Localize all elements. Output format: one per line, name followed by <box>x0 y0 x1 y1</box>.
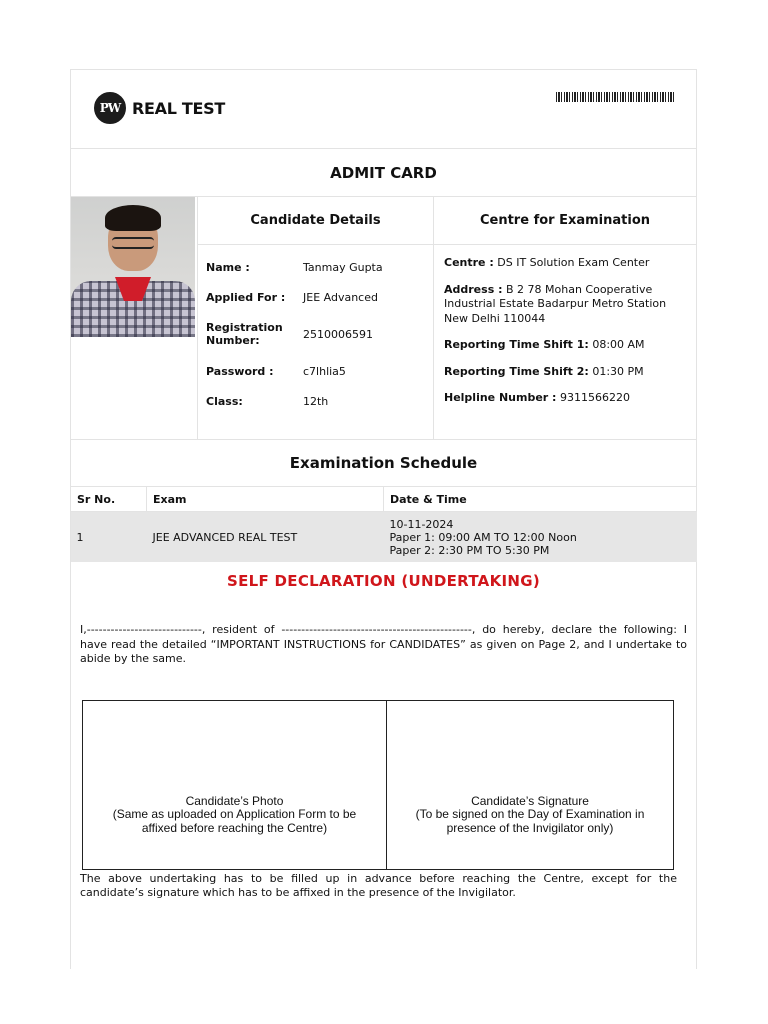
candidate-row-name <box>206 251 433 283</box>
applied-label: Applied For : <box>206 291 286 304</box>
helpline-label: Helpline Number : <box>444 391 557 404</box>
candidate-details-table <box>198 245 433 416</box>
col-date-time: Date & Time <box>384 487 697 512</box>
col-exam: Exam <box>147 487 384 512</box>
page-title: ADMIT CARD <box>71 149 696 197</box>
shift2-label: Reporting Time Shift 2: <box>444 364 589 378</box>
signature-box-line1: Candidate’s Signature <box>471 793 589 808</box>
photo-box-line2: (Same as uploaded on Application Form to be <box>112 807 357 821</box>
photo-box-caption <box>83 795 386 836</box>
candidate-row-registration <box>206 312 433 356</box>
shift2-line <box>444 365 686 380</box>
date-time-cell <box>384 512 697 563</box>
candidate-row-applied <box>206 283 433 312</box>
schedule-heading: Examination Schedule <box>289 454 478 472</box>
signature-box-line2: (To be signed on the Day of Examination in <box>415 807 645 821</box>
col-sr-no: Sr No. <box>71 487 147 512</box>
schedule-header-row <box>71 487 697 512</box>
admit-card <box>70 69 697 969</box>
pw-logo-icon: PW <box>94 92 126 124</box>
address-label: Address : <box>444 282 503 296</box>
name-value: Tanmay Gupta <box>303 260 383 274</box>
paper2-time: Paper 2: 2:30 PM TO 5:30 PM <box>389 543 550 557</box>
candidate-row-class <box>206 386 433 416</box>
shift1-label: Reporting Time Shift 1: <box>444 338 589 351</box>
password-value: c7lhlia5 <box>303 364 346 378</box>
signature-box-caption <box>387 795 673 836</box>
header <box>71 70 696 149</box>
helpline-value: 9311566220 <box>559 391 630 404</box>
paper1-time: Paper 1: 09:00 AM TO 12:00 Noon <box>389 530 577 544</box>
shift1-value: 08:00 AM <box>592 338 645 351</box>
class-label: Class: <box>206 394 243 408</box>
affix-boxes <box>82 700 674 870</box>
declaration-text: I,-----------------------------, resident of ------------------------------------------------, do hereby, declare the following: I have read the detailed “IMPORTANT INSTRUCTIONS for CANDIDATES” as given on Page 2, and I undertake to abide by the same. <box>80 623 687 665</box>
declaration-heading: SELF DECLARATION (UNDERTAKING) <box>226 572 541 590</box>
undertaking-note: The above undertaking has to be filled up in advance before reaching the Centre, except for the candidate’s signature which has to be affixed in the presence of the Invigilator. <box>80 871 677 899</box>
address-value: B 2 78 Mohan Cooperative Industrial Estate Badarpur Metro Station New Delhi 110044 <box>444 282 667 325</box>
sr-cell: 1 <box>71 512 147 563</box>
photo-box-line1: Candidate’s Photo <box>185 793 284 808</box>
info-section <box>71 197 696 440</box>
signature-box-line3: presence of the Invigilator only) <box>446 820 614 835</box>
table-row <box>71 512 697 563</box>
centre-heading: Centre for Examination <box>434 197 696 245</box>
schedule-table <box>70 486 697 562</box>
helpline-line <box>444 391 686 406</box>
photo-box-line3: affixed before reaching the Centre) <box>141 820 328 835</box>
password-label: Password : <box>206 364 274 378</box>
name-label: Name : <box>206 260 250 274</box>
applied-value: JEE Advanced <box>303 291 378 304</box>
address-line <box>444 283 686 327</box>
candidate-photo <box>71 197 195 337</box>
barcode-icon <box>556 92 674 102</box>
candidate-details <box>197 197 434 439</box>
logo-text: REAL TEST <box>132 98 225 118</box>
photo-affix-box <box>83 701 387 869</box>
exam-date: 10-11-2024 <box>389 517 454 531</box>
centre-details <box>434 197 696 439</box>
shift2-value: 01:30 PM <box>592 364 644 378</box>
exam-cell: JEE ADVANCED REAL TEST <box>147 512 384 563</box>
shift1-line <box>444 338 686 353</box>
candidate-row-password <box>206 356 433 386</box>
centre-value: DS IT Solution Exam Center <box>497 256 650 269</box>
logo <box>94 92 225 124</box>
photo-column <box>71 197 197 439</box>
centre-body <box>434 245 696 406</box>
registration-label: Registration Number: <box>206 321 283 347</box>
candidate-details-heading: Candidate Details <box>198 197 433 245</box>
class-value: 12th <box>303 394 329 408</box>
registration-value: 2510006591 <box>303 327 373 341</box>
centre-line <box>444 256 686 271</box>
centre-label: Centre : <box>444 256 494 269</box>
signature-affix-box <box>387 701 673 869</box>
